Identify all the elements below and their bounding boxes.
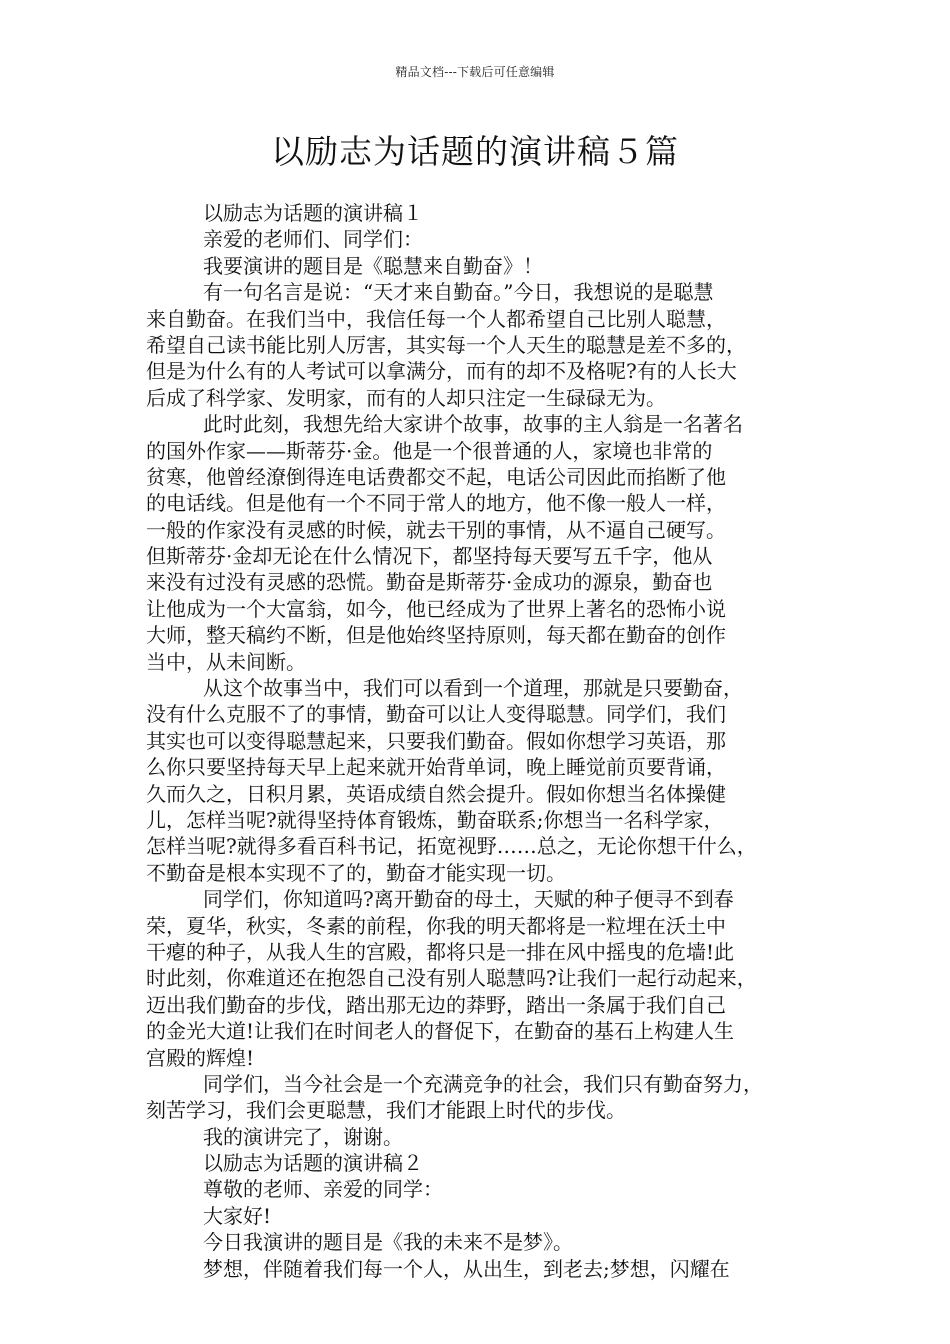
text-line: 刻苦学习，我们会更聪慧，我们才能跟上时代的步伐。 — [146, 1098, 626, 1123]
text-line: 久而久之，日积月累，英语成绩自然会提升。假如你想当名体操健 — [146, 781, 726, 806]
text-line: 的国外作家——斯蒂芬·金。他是一个很普通的人，家境也非常的 — [146, 438, 713, 463]
text-line: 今日我演讲的题目是《我的未来不是梦》。 — [203, 1230, 573, 1255]
text-line: 亲爱的老师们、同学们： — [203, 227, 423, 252]
text-line: 后成了科学家、发明家，而有的人却只注定一生碌碌无为。 — [146, 385, 666, 410]
text-line: 梦想，伴随着我们每一个人，从出生，到老去;梦想，闪耀在 — [203, 1256, 730, 1281]
text-line: 的金光大道!让我们在时间老人的督促下，在勤奋的基石上构建人生 — [146, 1019, 735, 1044]
text-line: 但是为什么有的人考试可以拿满分，而有的却不及格呢?有的人长大 — [146, 359, 737, 384]
text-line: 宫殿的辉煌! — [146, 1045, 255, 1070]
document-title: 以励志为话题的演讲稿５篇 — [271, 132, 679, 171]
text-line: 大家好! — [203, 1203, 272, 1228]
text-line: 不勤奋是根本实现不了的，勤奋才能实现一切。 — [146, 860, 566, 885]
text-line: 我的演讲完了，谢谢。 — [203, 1124, 403, 1149]
text-line: 么你只要坚持每天早上起来就开始背单词，晚上睡觉前页要背诵， — [146, 755, 726, 780]
text-line: 的电话线。但是他有一个不同于常人的地方，他不像一般人一样， — [146, 491, 726, 516]
text-line: 一般的作家没有灵感的时候，就去干别的事情，从不逼自己硬写。 — [146, 517, 726, 542]
text-line: 来自勤奋。在我们当中，我信任每一个人都希望自己比别人聪慧， — [146, 306, 726, 331]
text-line: 迈出我们勤奋的步伐，踏出那无边的莽野，踏出一条属于我们自己 — [146, 992, 726, 1017]
text-line: 贫寒，他曾经潦倒得连电话费都交不起，电话公司因此而掐断了他 — [146, 464, 726, 489]
text-line: 从这个故事当中，我们可以看到一个道理，那就是只要勤奋， — [203, 676, 743, 701]
text-line: 以励志为话题的演讲稿１ — [203, 201, 423, 225]
text-line: 让他成为一个大富翁，如今，他已经成为了世界上著名的恐怖小说 — [146, 596, 726, 621]
text-line: 此时此刻，我想先给大家讲个故事，故事的主人翁是一名著名 — [203, 412, 743, 437]
text-line: 我要演讲的题目是《聪慧来自勤奋》！ — [203, 253, 543, 278]
text-line: 来没有过没有灵感的恐慌。勤奋是斯蒂芬·金成功的源泉，勤奋也 — [146, 570, 713, 595]
text-line: 大师，整天稿约不断，但是他始终坚持原则，每天都在勤奋的创作 — [146, 623, 726, 648]
text-line: 时此刻，你难道还在抱怨自己没有别人聪慧吗?让我们一起行动起来， — [146, 966, 757, 991]
text-line: 儿，怎样当呢?就得坚持体育锻炼，勤奋联系;你想当一名科学家， — [146, 807, 724, 832]
text-line: 干瘪的种子，从我人生的宫殿，都将只是一排在风中摇曳的危墙!此 — [146, 939, 735, 964]
text-line: 没有什么克服不了的事情，勤奋可以让人变得聪慧。同学们，我们 — [146, 702, 726, 727]
text-line: 希望自己读书能比别人厉害，其实每一个人天生的聪慧是差不多的， — [146, 332, 746, 357]
text-line: 同学们，你知道吗?离开勤奋的母土，天赋的种子便寻不到春 — [203, 887, 734, 912]
text-line: 当中，从未间断。 — [146, 649, 306, 674]
page-header: 精品文档---下载后可任意编辑 — [395, 65, 555, 79]
document-body — [146, 200, 816, 1282]
text-line: 以励志为话题的演讲稿２ — [203, 1151, 423, 1176]
text-line: 但斯蒂芬·金却无论在什么情况下，都坚持每天要写五千字，他从 — [146, 544, 713, 569]
text-line: 有一句名言是说：“天才来自勤奋。”今日，我想说的是聪慧 — [203, 280, 714, 305]
text-line: 荣，夏华，秋实，冬素的前程，你我的明天都将是一粒埋在沃土中 — [146, 913, 726, 938]
text-line: 怎样当呢?就得多看百科书记，拓宽视野……总之，无论你想干什么， — [146, 834, 757, 859]
text-line: 同学们，当今社会是一个充满竞争的社会，我们只有勤奋努力， — [203, 1071, 763, 1096]
text-line: 其实也可以变得聪慧起来，只要我们勤奋。假如你想学习英语，那 — [146, 728, 726, 753]
text-line: 尊敬的老师、亲爱的同学： — [203, 1177, 443, 1202]
